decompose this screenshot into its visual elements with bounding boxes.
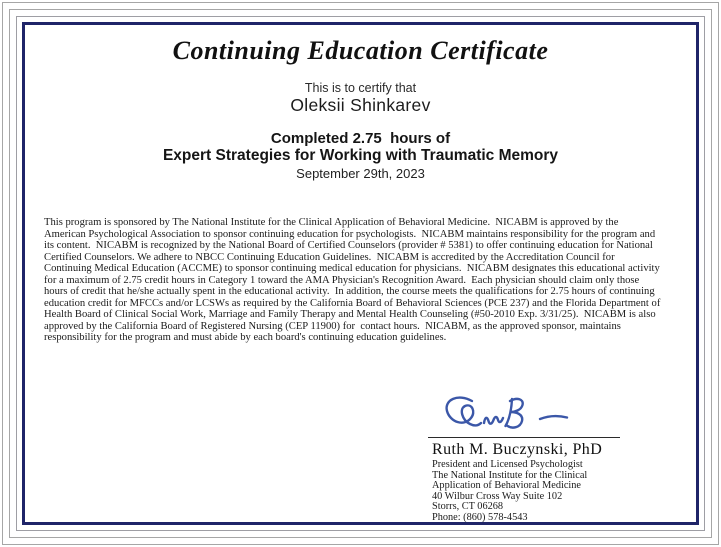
certify-line: This is to certify that	[304, 81, 417, 95]
certificate-title: Continuing Education Certificate	[172, 36, 549, 65]
signature-line	[428, 437, 620, 438]
signatory-title: President and Licensed Psychologist	[432, 459, 583, 470]
accreditation-paragraph: This program is sponsored by The National Institute for the Clinical Application of Behavioral Medicine. NICABM is approved by the American Psychological Association to sponsor continuing education for psychologists. NICABM maintains responsibility for the program and its content. NICABM is recognized by the National Board of Certified Counselors (provider # 5381) to offer continuing education for National Certified Counselors. We adhere to NBCC Continuing Education Guidelines. NICABM is accredited by the Accreditation Council for Continuing Medical Education (ACCME) to sponsor continuing medical education for physicians. NICABM designates this educational activity for a maximum of 2.75 credit hours in Category 1 toward the AMA Physician's Recognition Award. Each physician should claim only those hours of credit that he/she actually spent in the educational activity. In addition, the course meets the qualifications for 2.75 hours of continuing education credit for MFCCs and/or LCSWs as required by the California Board of Behavioral Sciences (PCE 237) and the Florida Department of Health Board of Clinical Social Work, Marriage and Family Therapy and Mental Health Counseling (#50-2010 Exp. 3/31/25). NICABM is also approved by the California Board of Registered Nursing (CEP 11900) for contact hours. NICABM, as the approved sponsor, maintains responsibility for the program and must abide by each board's continuing education guidelines.	[44, 217, 664, 343]
signatory-address-line2: Storrs, CT 06268	[432, 501, 504, 513]
signatory-org-line2: Application of Behavioral Medicine	[432, 480, 581, 492]
completed-hours-line: Completed 2.75 hours of	[270, 130, 451, 147]
signatory-name: Ruth M. Buczynski, PhD	[432, 441, 603, 458]
signatory-org-line1: The National Institute for the Clinical	[432, 469, 588, 481]
signatory-phone: Phone: (860) 578-4543	[432, 511, 528, 523]
certificate-date: September 29th, 2023	[296, 166, 425, 181]
signatory-address-line1: 40 Wilbur Cross Way Suite 102	[432, 490, 563, 502]
recipient-name: Oleksii Shinkarev	[290, 95, 431, 115]
course-title: Expert Strategies for Working with Traumatic Memory	[162, 147, 559, 164]
signatory-details	[432, 460, 587, 524]
handwritten-signature-icon	[440, 394, 590, 436]
